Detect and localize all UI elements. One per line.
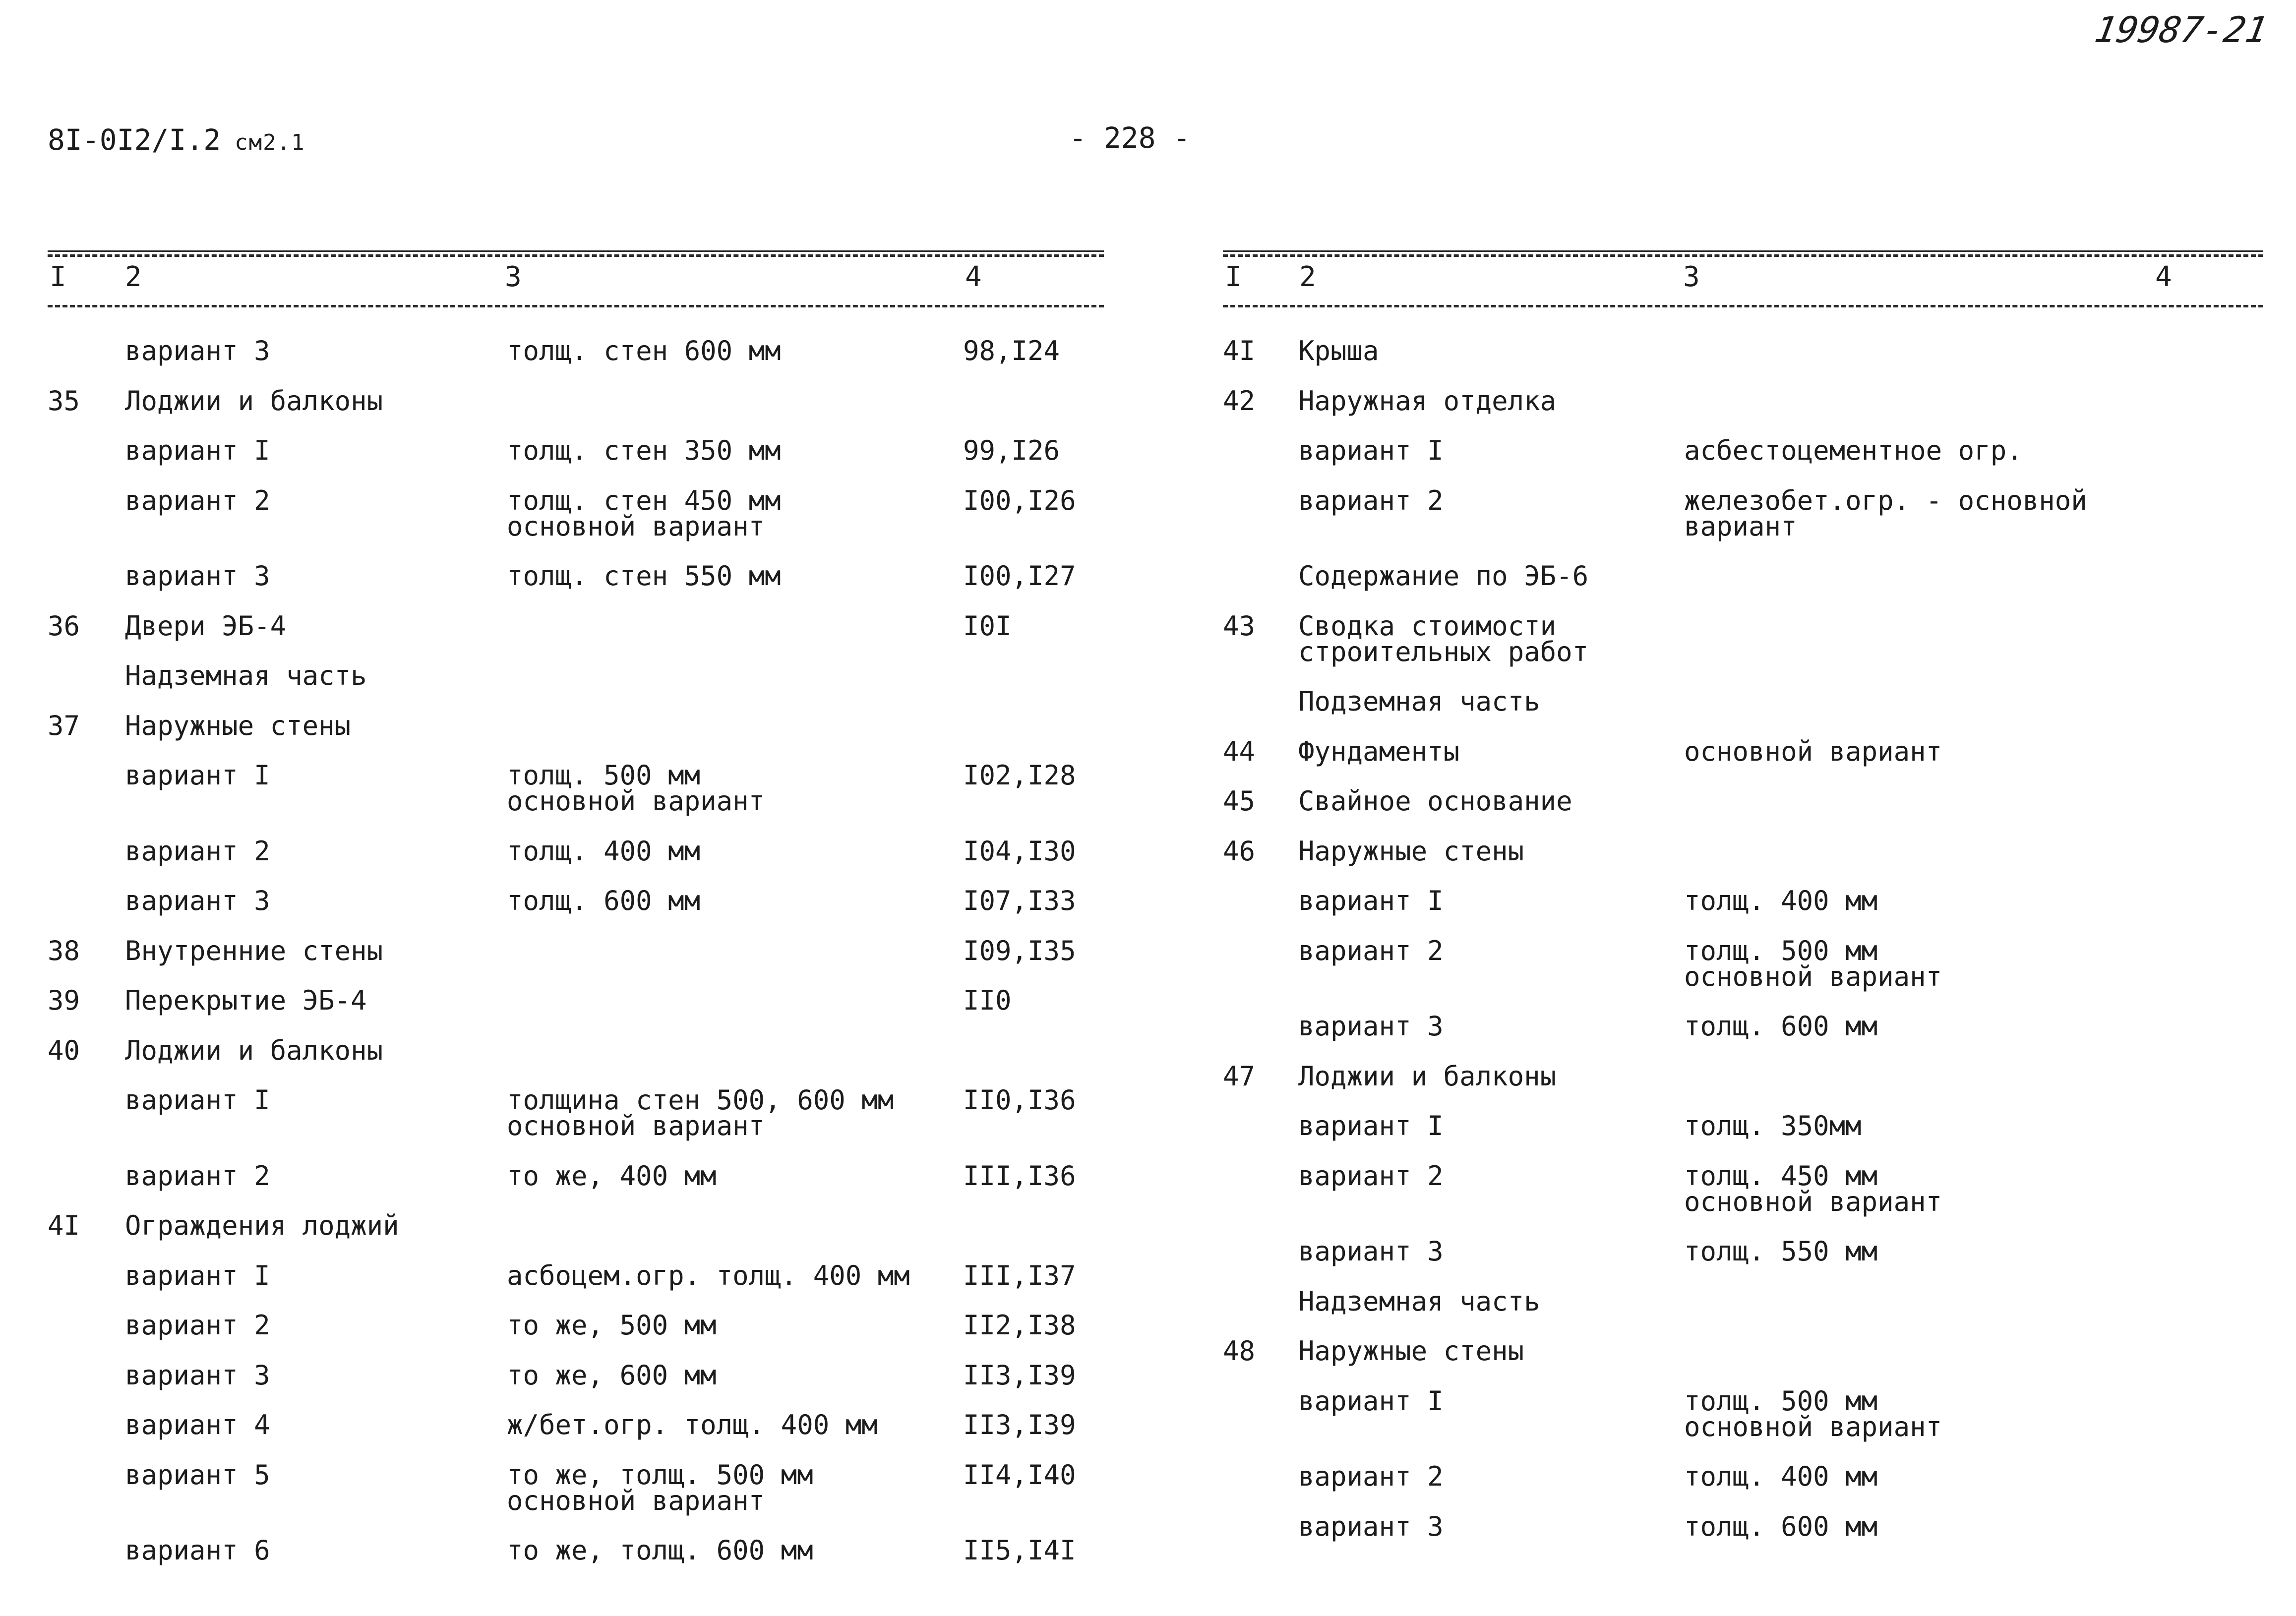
row-name: Крыша [1298, 335, 1379, 366]
row-description: толщ. 600 мм [507, 885, 701, 916]
row-name: Лоджии и балконы [125, 1034, 383, 1066]
row-description: толщ. 500 мм основной вариант [507, 760, 765, 817]
row-description: толщ. 400 мм [507, 835, 701, 867]
row-name: вариант 2 [125, 484, 270, 516]
row-number: 4I [1223, 335, 1256, 366]
row-description: толщ. 600 мм [1684, 1011, 1878, 1042]
row-number: 44 [1223, 735, 1256, 767]
row-pages: III,I36 [963, 1160, 1076, 1192]
row-description: асбоцем.огр. толщ. 400 мм [507, 1259, 910, 1291]
row-name: Содержание по ЭБ-6 [1298, 560, 1589, 592]
row-pages: 98,I24 [963, 335, 1060, 366]
row-pages: III,I37 [963, 1259, 1076, 1291]
row-description: толщ. 500 мм основной вариант [1684, 1385, 1942, 1442]
row-name: Наружные стены [1298, 835, 1524, 867]
row-number: 42 [1223, 385, 1256, 417]
row-name: Наружная отделка [1298, 385, 1557, 417]
right-header-col3: 3 [1683, 261, 1700, 293]
row-name: вариант I [125, 1259, 270, 1291]
row-number: 36 [48, 610, 80, 642]
row-name: вариант 2 [1298, 1461, 1444, 1492]
row-name: вариант 2 [1298, 484, 1444, 516]
row-description: толщ. стен 450 мм основной вариант [507, 484, 781, 542]
row-pages: II2,I38 [963, 1310, 1076, 1341]
row-description: толщ. 600 мм [1684, 1510, 1878, 1542]
left-header-col3: 3 [505, 261, 522, 293]
row-name: вариант 2 [125, 835, 270, 867]
row-description: то же, 400 мм [507, 1160, 717, 1192]
row-description: то же, 600 мм [507, 1359, 717, 1391]
row-name: вариант I [125, 435, 270, 466]
row-name: Внутренние стены [125, 935, 383, 966]
row-description: толщ. стен 550 мм [507, 560, 781, 592]
row-name: вариант 3 [1298, 1011, 1444, 1042]
row-name: Перекрытие ЭБ-4 [125, 985, 367, 1016]
row-number: 37 [48, 710, 80, 741]
row-name: Фундаменты [1298, 735, 1460, 767]
row-name: вариант I [1298, 435, 1444, 466]
row-pages: 99,I26 [963, 435, 1060, 466]
row-name: Ограждения лоджий [125, 1210, 399, 1241]
row-pages: I00,I26 [963, 484, 1076, 516]
document-reference [48, 123, 305, 157]
row-number: 39 [48, 985, 80, 1016]
row-number: 47 [1223, 1060, 1256, 1092]
row-description: толщ. стен 350 мм [507, 435, 781, 466]
row-name: вариант 3 [1298, 1236, 1444, 1267]
row-name: вариант I [1298, 1385, 1444, 1417]
row-name: Двери ЭБ-4 [125, 610, 287, 642]
row-number: 48 [1223, 1335, 1256, 1367]
row-description: железобет.огр. - основной вариант [1684, 484, 2087, 542]
row-name: вариант 6 [125, 1535, 270, 1566]
page-number: - 228 - [1069, 121, 1191, 155]
row-name: Свайное основание [1298, 785, 1572, 817]
row-description: толщ. 550 мм [1684, 1236, 1878, 1267]
row-name: вариант 2 [125, 1310, 270, 1341]
row-name: Наружные стены [125, 710, 351, 741]
row-pages: I0I [963, 610, 1012, 642]
row-pages: I00,I27 [963, 560, 1076, 592]
right-header-col4: 4 [2155, 261, 2172, 293]
row-pages: II3,I39 [963, 1409, 1076, 1440]
row-description: асбестоцементное огр. [1684, 435, 2023, 466]
row-number: 46 [1223, 835, 1256, 867]
left-header-col4: 4 [965, 261, 982, 293]
row-description: основной вариант [1684, 735, 1942, 767]
right-header-col1: I [1225, 261, 1242, 293]
row-name: вариант 2 [1298, 935, 1444, 966]
row-number: 43 [1223, 610, 1256, 642]
left-header-col1: I [50, 261, 66, 293]
handwritten-number: 19987-21 [2091, 9, 2271, 51]
row-description: толщ. 450 мм основной вариант [1684, 1160, 1942, 1217]
row-number: 40 [48, 1034, 80, 1066]
row-pages: II5,I4I [963, 1535, 1076, 1566]
row-description: толщ. 400 мм [1684, 885, 1878, 916]
row-name: вариант 5 [125, 1459, 270, 1491]
right-header-col2: 2 [1299, 261, 1316, 293]
row-number: 35 [48, 385, 80, 417]
row-name: Лоджии и балконы [1298, 1060, 1557, 1092]
row-name: вариант I [1298, 1110, 1444, 1141]
document-code: 8I-0I2/I.2 [48, 123, 221, 157]
row-description: толщ. стен 600 мм [507, 335, 781, 366]
row-description: то же, толщ. 500 мм основной вариант [507, 1459, 813, 1516]
row-name: вариант 2 [1298, 1160, 1444, 1192]
row-description: то же, 500 мм [507, 1310, 717, 1341]
row-name: вариант 3 [125, 885, 270, 916]
row-pages: II0,I36 [963, 1084, 1076, 1116]
row-name: вариант 3 [125, 1359, 270, 1391]
row-name: Подземная часть [1298, 686, 1540, 717]
row-description: ж/бет.огр. толщ. 400 мм [507, 1409, 878, 1440]
row-pages: II3,I39 [963, 1359, 1076, 1391]
row-name: вариант 3 [1298, 1510, 1444, 1542]
row-name: вариант I [125, 1084, 270, 1116]
row-name: Наружные стены [1298, 1335, 1524, 1367]
row-number: 4I [48, 1210, 80, 1241]
row-pages: I09,I35 [963, 935, 1076, 966]
row-name: вариант I [125, 760, 270, 791]
row-pages: I02,I28 [963, 760, 1076, 791]
row-name: вариант 3 [125, 335, 270, 366]
row-name: вариант 2 [125, 1160, 270, 1192]
row-name: Сводка стоимости строительных работ [1298, 610, 1589, 667]
row-name: вариант I [1298, 885, 1444, 916]
left-header-col2: 2 [125, 261, 142, 293]
row-description: толщина стен 500, 600 мм основной вариант [507, 1084, 894, 1141]
row-name: Лоджии и балконы [125, 385, 383, 417]
row-name: вариант 4 [125, 1409, 270, 1440]
row-number: 38 [48, 935, 80, 966]
document-note: см2.1 [235, 130, 305, 155]
row-name: вариант 3 [125, 560, 270, 592]
row-pages: I07,I33 [963, 885, 1076, 916]
row-description: толщ. 500 мм основной вариант [1684, 935, 1942, 992]
row-name: Надземная часть [1298, 1285, 1540, 1317]
row-description: толщ. 350мм [1684, 1110, 1862, 1141]
row-name: Надземная часть [125, 660, 367, 691]
row-pages: II4,I40 [963, 1459, 1076, 1491]
row-description: то же, толщ. 600 мм [507, 1535, 813, 1566]
row-number: 45 [1223, 785, 1256, 817]
row-pages: II0 [963, 985, 1012, 1016]
row-description: толщ. 400 мм [1684, 1461, 1878, 1492]
row-pages: I04,I30 [963, 835, 1076, 867]
